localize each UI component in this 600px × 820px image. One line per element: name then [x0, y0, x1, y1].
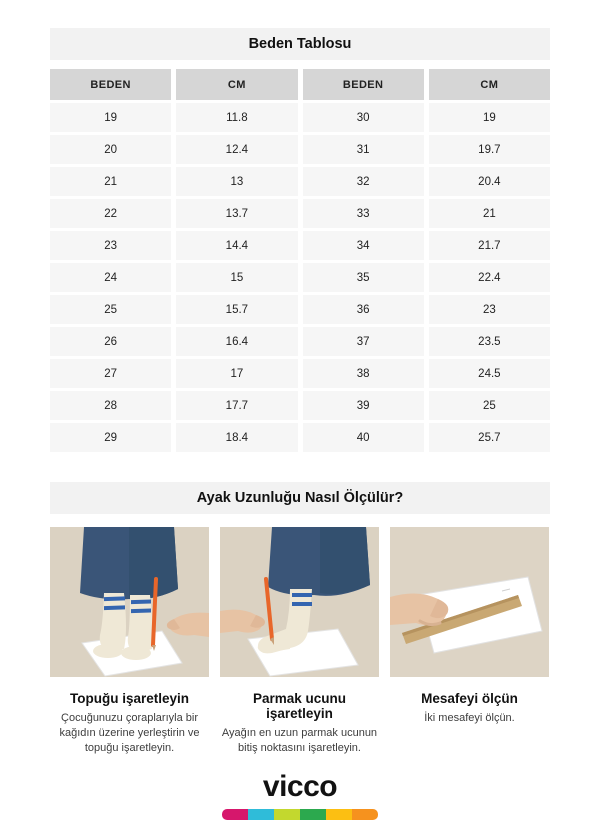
brand-bar-segment	[248, 809, 274, 820]
measure-steps	[50, 527, 550, 756]
table-cell: 17	[176, 359, 297, 388]
brand-bar-segment	[326, 809, 352, 820]
table-cell: 33	[303, 199, 424, 228]
brand-bar-segment	[274, 809, 300, 820]
table-cell: 35	[303, 263, 424, 292]
table-cell: 11.8	[176, 103, 297, 132]
table-cell: 19.7	[429, 135, 550, 164]
table-cell: 12.4	[176, 135, 297, 164]
table-cell: 31	[303, 135, 424, 164]
table-cell: 14.4	[176, 231, 297, 260]
brand-bar-segment	[222, 809, 248, 820]
table-header-cell: CM	[429, 69, 550, 100]
table-cell: 37	[303, 327, 424, 356]
size-table-header-row	[50, 69, 550, 100]
table-cell: 25.7	[429, 423, 550, 452]
measure-section-title-bar	[50, 482, 550, 514]
table-cell: 24	[50, 263, 171, 292]
table-cell: 32	[303, 167, 424, 196]
table-cell: 34	[303, 231, 424, 260]
measure-step-2	[220, 527, 379, 756]
table-cell: 25	[50, 295, 171, 324]
size-table-title-bar	[50, 28, 550, 60]
table-cell: 17.7	[176, 391, 297, 420]
step-1-description: Çocuğunuzu çoraplarıyla bir kağıdın üzerine yerleştirin ve topuğu işaretleyin.	[59, 712, 200, 754]
table-cell: 20	[50, 135, 171, 164]
table-cell: 22	[50, 199, 171, 228]
table-cell: 30	[303, 103, 424, 132]
size-guide-page	[50, 0, 550, 820]
measure-step-1	[50, 527, 209, 756]
table-cell: 39	[303, 391, 424, 420]
size-table-title: Beden Tablosu	[248, 36, 352, 52]
step-3-description: İki mesafeyi ölçün.	[424, 712, 515, 724]
photo-mark-toe	[220, 527, 379, 677]
table-cell: 27	[50, 359, 171, 388]
measure-section-title: Ayak Uzunluğu Nasıl Ölçülür?	[196, 490, 404, 506]
table-cell: 18.4	[176, 423, 297, 452]
footer	[50, 769, 550, 820]
table-cell: 19	[50, 103, 171, 132]
table-cell: 23	[429, 295, 550, 324]
table-cell: 19	[429, 103, 550, 132]
step-2-description: Ayağın en uzun parmak ucunun bitiş noktasını işaretleyin.	[221, 727, 378, 754]
table-cell: 13	[176, 167, 297, 196]
table-header-cell: CM	[176, 69, 297, 100]
table-cell: 20.4	[429, 167, 550, 196]
table-cell: 15	[176, 263, 297, 292]
table-cell: 21	[429, 199, 550, 228]
table-header-cell: BEDEN	[303, 69, 424, 100]
brand-bar-segment	[352, 809, 378, 820]
step-1-heading: Topuğu işaretleyin	[69, 691, 189, 706]
photo-measure-distance	[390, 527, 549, 677]
table-cell: 40	[303, 423, 424, 452]
table-cell: 15.7	[176, 295, 297, 324]
table-cell: 38	[303, 359, 424, 388]
step-3-heading: Mesafeyi ölçün	[421, 691, 518, 706]
table-cell: 24.5	[429, 359, 550, 388]
photo-mark-heel	[50, 527, 209, 677]
measure-step-3	[390, 527, 549, 756]
table-cell: 26	[50, 327, 171, 356]
table-cell: 23.5	[429, 327, 550, 356]
table-cell: 21.7	[429, 231, 550, 260]
table-cell: 29	[50, 423, 171, 452]
step-2-heading: Parmak ucunu işaretleyin	[252, 691, 347, 721]
table-cell: 28	[50, 391, 171, 420]
table-cell: 36	[303, 295, 424, 324]
table-header-cell: BEDEN	[50, 69, 171, 100]
brand-bar-segment	[300, 809, 326, 820]
size-table-body	[50, 103, 550, 452]
brand-rainbow-bar	[222, 809, 378, 820]
table-cell: 21	[50, 167, 171, 196]
table-cell: 16.4	[176, 327, 297, 356]
table-cell: 23	[50, 231, 171, 260]
table-cell: 25	[429, 391, 550, 420]
brand-logo: vicco	[262, 769, 338, 803]
table-cell: 13.7	[176, 199, 297, 228]
table-cell: 22.4	[429, 263, 550, 292]
